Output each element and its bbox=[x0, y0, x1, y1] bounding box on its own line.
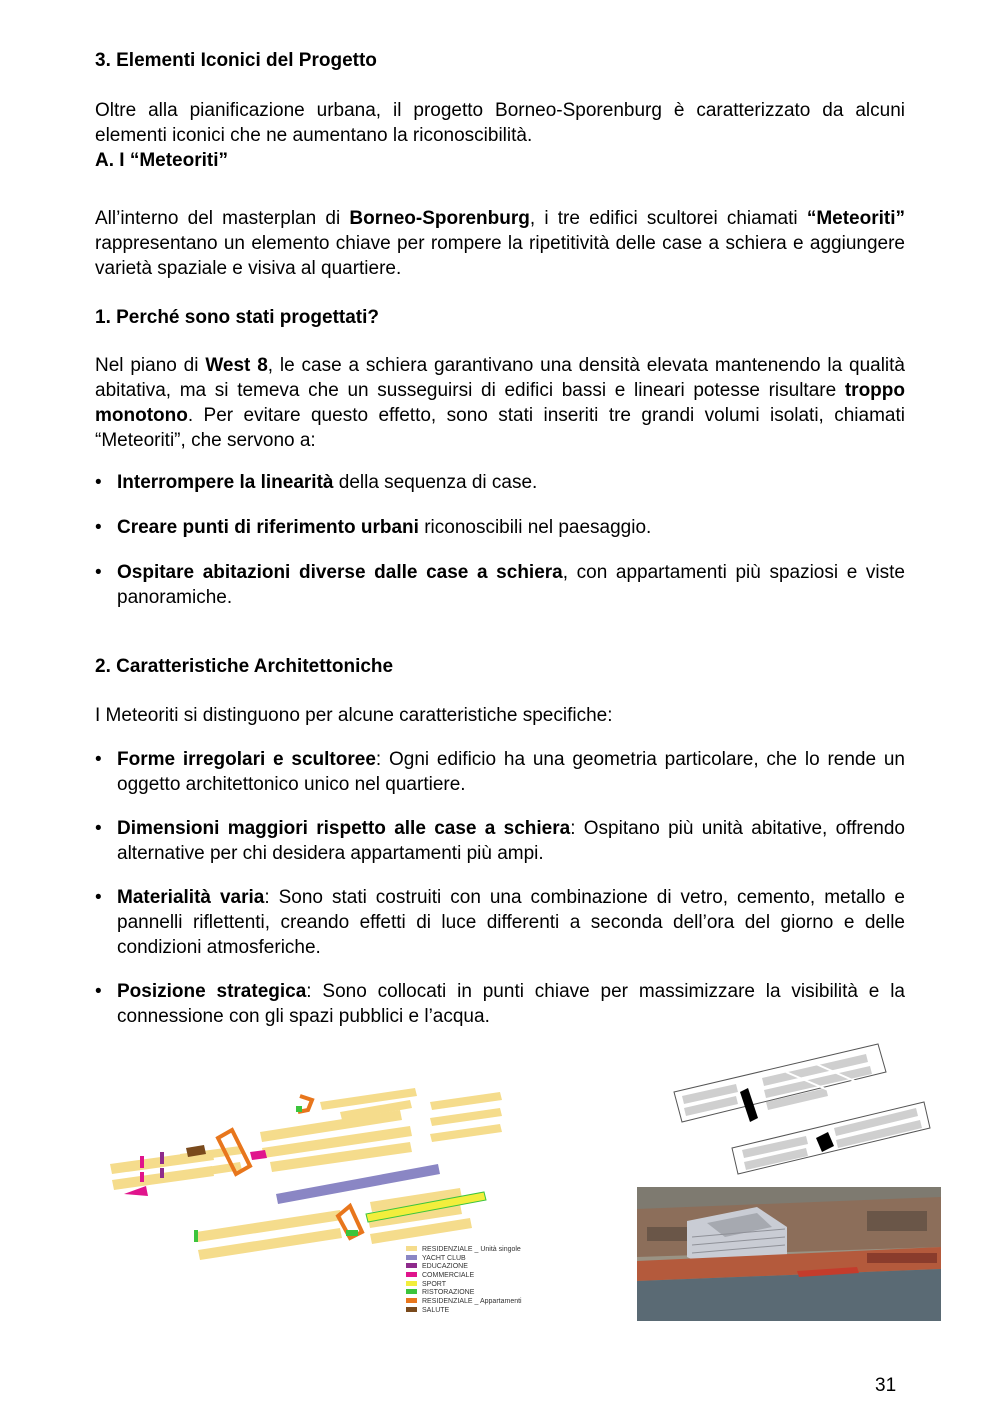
caratteristiche-intro: I Meteoriti si distinguono per alcune caratteristiche specifiche: bbox=[95, 705, 613, 726]
heading-perche: 1. Perché sono stati progettati? bbox=[95, 307, 379, 328]
bullet-icon: • bbox=[95, 472, 102, 493]
aerial-photo bbox=[637, 1187, 941, 1321]
bullet-icon: • bbox=[95, 981, 102, 1002]
legend-item: EDUCAZIONE bbox=[406, 1263, 522, 1272]
heading-caratteristiche: 2. Caratteristiche Architettoniche bbox=[95, 656, 394, 677]
bullet-icon: • bbox=[95, 749, 102, 770]
axonometric-plan bbox=[666, 1042, 936, 1176]
bullet-icon: • bbox=[95, 818, 102, 839]
west8-paragraph: Nel piano di West 8, le case a schiera garantivano una densità elevata mantenendo la qualità abitativa, ma si temeva che un susseguirsi di edifici bassi e lineari potesse risultare troppo monotono. Per evitare questo effetto, sono stati inseriti tre grandi volumi isolati, chiamati “Meteoriti”, che servono a: bbox=[95, 355, 905, 451]
legend-item: SALUTE bbox=[406, 1307, 522, 1316]
legend-item: RISTORAZIONE bbox=[406, 1289, 522, 1298]
bullet-icon: • bbox=[95, 517, 102, 538]
legend-item: RESIDENZIALE _ Appartamenti bbox=[406, 1298, 522, 1307]
map-legend bbox=[406, 1246, 522, 1316]
bullet-icon: • bbox=[95, 562, 102, 583]
subsection-heading-a: A. I “Meteoriti” bbox=[95, 150, 229, 171]
legend-item: YACHT CLUB bbox=[406, 1255, 522, 1264]
section-heading: 3. Elementi Iconici del Progetto bbox=[95, 50, 377, 71]
legend-item: RESIDENZIALE _ Unità singole bbox=[406, 1246, 522, 1255]
meteoriti-paragraph: All’interno del masterplan di Borneo-Sporenburg, i tre edifici scultorei chiamati “Meteoriti” rappresentano un elemento chiave per rompere la ripetitività delle case a schiera e aggiungere varietà spaziale e visiva al quartiere. bbox=[95, 208, 906, 279]
intro-paragraph: Oltre alla pianificazione urbana, il progetto Borneo-Sporenburg è caratterizzato da alcuni elementi iconici che ne aumentano la riconoscibilità. bbox=[95, 100, 905, 146]
bullet-icon: • bbox=[95, 887, 102, 908]
legend-item: SPORT bbox=[406, 1281, 522, 1290]
page-number: 31 bbox=[875, 1375, 897, 1396]
legend-item: COMMERCIALE bbox=[406, 1272, 522, 1281]
